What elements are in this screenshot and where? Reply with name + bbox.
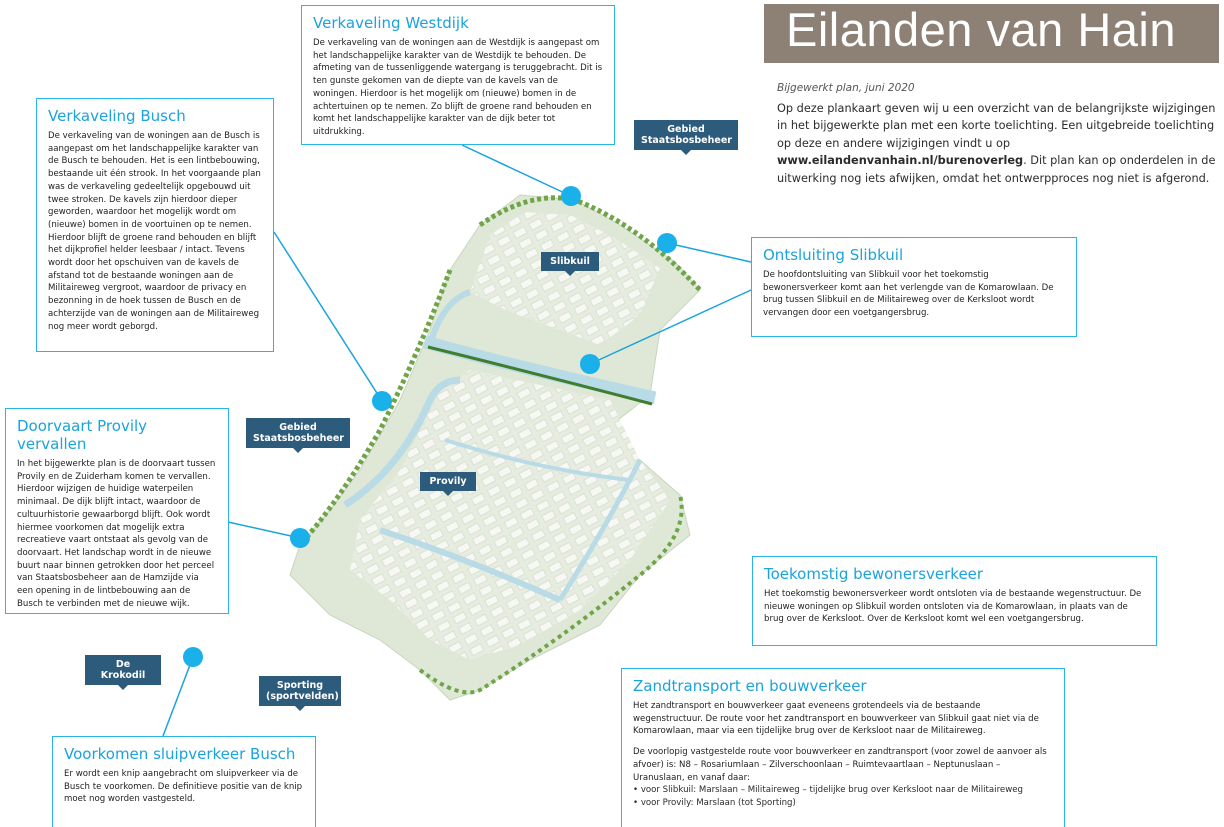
box-text: In het bijgewerkte plan is de doorvaart tussen Provily en de Zuiderham komen te vervallen. Hierdoor wijzigen de huidige waterpeilen minimaal. De dijk blijft intact, waardoor de cultuurhistorie gewaarborgd blijft. Ook wordt hiermee voorkomen dat mogelijk extra recreatieve vaart ontstaat als gevolg van de doorvaart. Het landschap wordt in de nieuwe buurt naar binnen getrokken door het perceel van Staatsbosbeheer aan de Hamzijde via een opening in de lintbebouwing aan de Busch te verbinden met de nieuwe wijk. [17, 459, 216, 609]
box-text: De verkaveling van de woningen aan de Busch is aangepast om het landschappelijke karakter van de Busch te behouden. Het is een lintbebouwing, bestaande uit één strook. In het voorgaande plan was de verkaveling gedeeltelijk opgebouwd uit twee stroken. De kavels zijn hierdoor dieper geworden, waardoor het mogelijk wordt om (nieuwe) bomen in de voortuinen op te nemen. Hierdoor blijft de groene rand behouden en blijft het dijkprofiel helder leesbaar / intact. Tevens wordt door het opschuiven van de kavels de afstand tot de bestaande woningen aan de Militaireweg vergroot, waardoor de privacy en bezonning in de hoek tussen de Busch en de achterzijde van de woningen aan de Militaireweg nog meer wordt geborgd. [48, 131, 261, 332]
box-title: Zandtransport en bouwverkeer [633, 677, 867, 695]
intro-link[interactable]: www.eilandenvanhain.nl/burenoverleg [777, 154, 1024, 167]
box-title: Voorkomen sluipverkeer Busch [64, 745, 296, 763]
callout-dot-slibkuil [657, 233, 677, 253]
box-title: Doorvaart Provily vervallen [17, 417, 148, 453]
box-doorvaart-provily [5, 408, 229, 614]
callout-dot-kerksloot [580, 354, 600, 374]
label-sporting: Sporting (sportvelden) [259, 676, 341, 706]
label-staatsbosbeheer-top: Gebied Staatsbosbeheer [634, 120, 738, 150]
route-item: • voor Slibkuil: Marslaan – Militaireweg – tijdelijke brug over Kerksloot naar de Militaireweg [633, 784, 1053, 797]
box-text: Het toekomstig bewonersverkeer wordt ontsloten via de bestaande wegenstructuur. De nieuwe woningen op Slibkuil worden ontsloten via de Komarowlaan, in plaats van de brug over de Kerksloot. Over de Kerksloot komt wel een voetgangersbrug. [764, 589, 1142, 625]
label-slibkuil: Slibkuil [541, 252, 599, 271]
callout-dot-sluipverkeer [183, 647, 203, 667]
box-text-2: De voorlopig vastgestelde route voor bouwverkeer en zandtransport (voor zowel de aanvoer als afvoer) is: N8 – Rosariumlaan – Zilverschoonlaan – Ruimtevaartlaan – Neptunuslaan – Uranuslaan, en vanaf daar: [633, 747, 1047, 783]
route-item: • voor Provily: Marslaan (tot Sporting) [633, 797, 1053, 810]
box-text: De hoofdontsluiting van Slibkuil voor het toekomstig bewonersverkeer komt aan het verlengde van de Komarowlaan. De brug tussen Slibkuil en de Militaireweg over de Kerksloot wordt vervangen door een voetgangersbrug. [763, 270, 1054, 319]
route-list [633, 784, 1053, 809]
box-toekomstig-bewonersverkeer [752, 556, 1157, 646]
box-title: Verkaveling Westdijk [313, 14, 469, 32]
label-staatsbosbeheer-left: Gebied Staatsbosbeheer [246, 418, 350, 448]
box-verkaveling-busch [36, 98, 274, 352]
box-ontsluiting-slibkuil [751, 237, 1077, 337]
box-verkaveling-westdijk [301, 5, 615, 145]
box-text-1: Het zandtransport en bouwverkeer gaat eveneens grotendeels via de bestaande wegenstructuur. De route voor het zandtransport en bouwverkeer van Slibkuil gaat niet via de Komarowlaan, maar via een tijdelijke brug over de Kerksloot naar de Militaireweg. [633, 701, 1039, 737]
box-title: Verkaveling Busch [48, 107, 186, 125]
box-sluipverkeer-busch [52, 736, 316, 827]
intro-text [777, 80, 1217, 187]
page-title: Eilanden van Hain [786, 3, 1176, 56]
box-text: Er wordt een knip aangebracht om sluipverkeer via de Busch te voorkomen. De definitieve positie van de knip moet nog worden vastgesteld. [64, 769, 303, 805]
label-de-krokodil: De Krokodil [85, 655, 161, 685]
box-text: De verkaveling van de woningen aan de Westdijk is aangepast om het landschappelijke karakter van de Westdijk te behouden. De afmeting van de tussenliggende watergang is teruggebracht. Dit is ten gunste gekomen van de diepte van de kavels van de woningen. Hierdoor is het mogelijk om (nieuwe) bomen in de achtertuinen op te nemen. Zo blijft de groene rand behouden en komt het landschappelijke karakter van de dijk beter tot uitdrukking. [313, 38, 603, 137]
label-provily: Provily [420, 472, 476, 491]
subtitle: Bijgewerkt plan, juni 2020 [777, 82, 915, 94]
intro-part-2: . Dit plan kan op onderdelen in de uitwerking nog iets afwijken, omdat het ontwerpproces nog niet is afgerond. [777, 154, 1216, 185]
box-zandtransport [621, 668, 1065, 827]
box-title: Toekomstig bewonersverkeer [764, 565, 984, 583]
header-banner [764, 4, 1219, 63]
callout-dot-busch [372, 391, 392, 411]
callout-dot-westdijk [561, 186, 581, 206]
callout-dot-provily [290, 528, 310, 548]
box-title: Ontsluiting Slibkuil [763, 246, 904, 264]
intro-part-1: Op deze plankaart geven wij u een overzicht van de belangrijkste wijzigingen in het bijgewerkte plan met een korte toelichting. Een uitgebreide toelichting op deze en andere wijzigingen vindt u op [777, 101, 1216, 150]
